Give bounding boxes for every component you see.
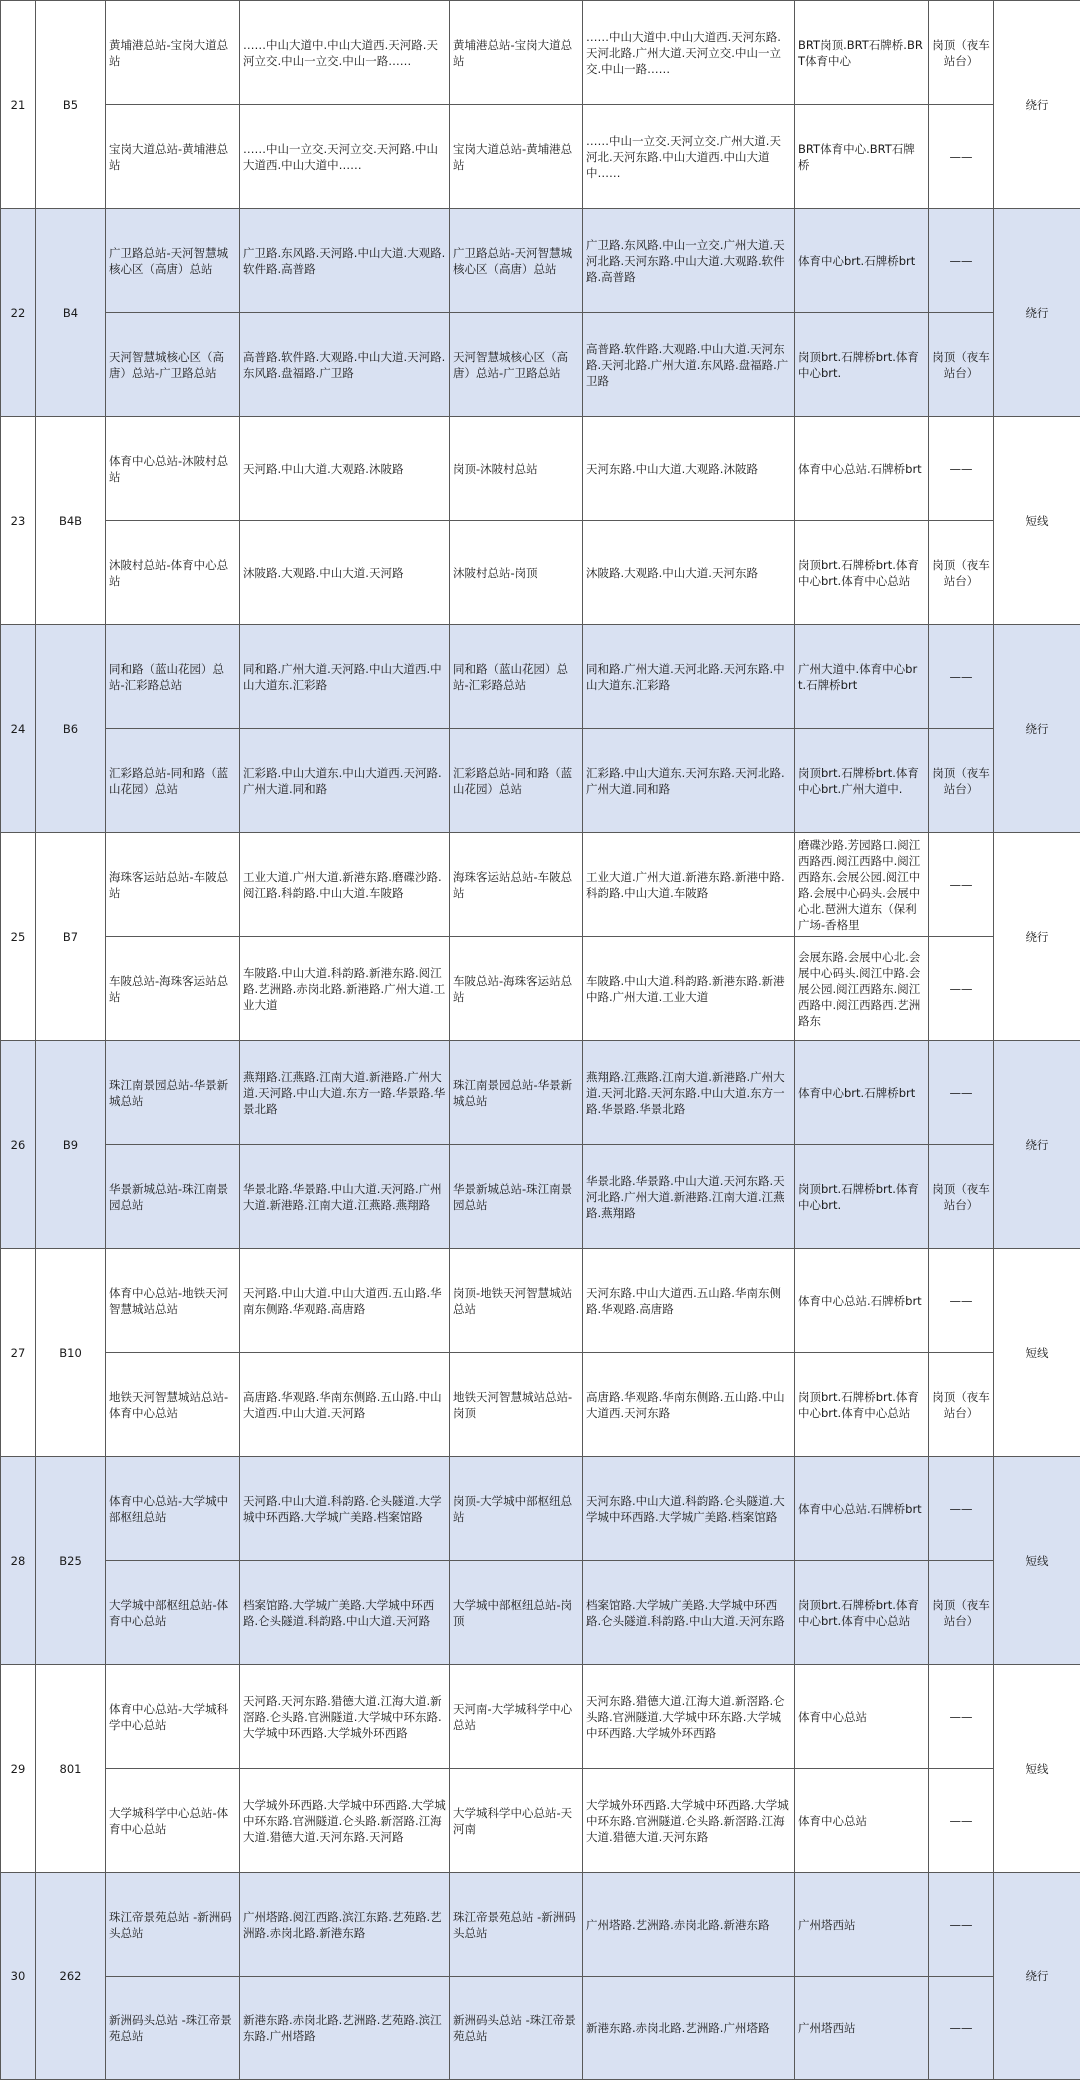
adjustment-type: 短线	[994, 1665, 1080, 1873]
cancelled-stops: 岗顶brt.石牌桥brt.体育中心brt.	[795, 313, 929, 417]
stop-note: ——	[929, 1665, 994, 1769]
original-route: 黄埔港总站-宝岗大道总站	[106, 1, 240, 105]
stop-note: ——	[929, 209, 994, 313]
adjusted-path: 档案馆路.大学城广美路.大学城中环西路.仑头隧道.科韵路.中山大道.天河东路	[583, 1561, 795, 1665]
cancelled-stops: 广州大道中.体育中心brt.石牌桥brt	[795, 625, 929, 729]
original-path: 档案馆路.大学城广美路.大学城中环西路.仑头隧道.科韵路.中山大道.天河路	[240, 1561, 450, 1665]
cancelled-stops: 体育中心brt.石牌桥brt	[795, 209, 929, 313]
adjusted-path: ……中山一立交.天河立交.广州大道.天河北.天河东路.中山大道西.中山大道中……	[583, 105, 795, 209]
original-route: 宝岗大道总站-黄埔港总站	[106, 105, 240, 209]
group-number: 25	[1, 833, 36, 1041]
group-number: 28	[1, 1457, 36, 1665]
cancelled-stops: 体育中心总站.石牌桥brt	[795, 1457, 929, 1561]
group-number: 27	[1, 1249, 36, 1457]
adjusted-route: 沐陂村总站-岗顶	[450, 521, 583, 625]
stop-note: 岗顶（夜车站台）	[929, 1353, 994, 1457]
adjusted-route: 新洲码头总站 -珠江帝景苑总站	[450, 1977, 583, 2080]
adjusted-route: 大学城科学中心总站-天河南	[450, 1769, 583, 1873]
stop-note: ——	[929, 1977, 994, 2080]
original-route: 体育中心总站-大学城科学中心总站	[106, 1665, 240, 1769]
stop-note: ——	[929, 1457, 994, 1561]
adjustment-type: 绕行	[994, 1, 1080, 209]
group-number: 22	[1, 209, 36, 417]
adjusted-path: 天河东路.中山大道.科韵路.仑头隧道.大学城中环西路.大学城广美路.档案馆路	[583, 1457, 795, 1561]
stop-note: ——	[929, 833, 994, 937]
stop-note: 岗顶（夜车站台）	[929, 521, 994, 625]
table-row	[1, 1, 1080, 105]
stop-note: ——	[929, 417, 994, 521]
original-route: 广卫路总站-天河智慧城核心区（高唐）总站	[106, 209, 240, 313]
adjusted-path: 天河东路.中山大道西.五山路.华南东侧路.华观路.高唐路	[583, 1249, 795, 1353]
adjusted-route: 黄埔港总站-宝岗大道总站	[450, 1, 583, 105]
cancelled-stops: 岗顶brt.石牌桥brt.体育中心brt.体育中心总站	[795, 1353, 929, 1457]
adjusted-route: 珠江南景园总站-华景新城总站	[450, 1041, 583, 1145]
original-path: 广卫路.东风路.天河路.中山大道.大观路.软件路.高普路	[240, 209, 450, 313]
original-path: 广州塔路.阅江西路.滨江东路.艺苑路.艺洲路.赤岗北路.新港东路	[240, 1873, 450, 1977]
original-path: 高唐路.华观路.华南东侧路.五山路.中山大道西.中山大道.天河路	[240, 1353, 450, 1457]
adjusted-route: 海珠客运站总站-车陂总站	[450, 833, 583, 937]
cancelled-stops: 岗顶brt.石牌桥brt.体育中心brt.体育中心总站	[795, 521, 929, 625]
table-row	[1, 625, 1080, 729]
cancelled-stops: BRT体育中心.BRT石牌桥	[795, 105, 929, 209]
original-path: 汇彩路.中山大道东.中山大道西.天河路.广州大道.同和路	[240, 729, 450, 833]
adjustment-type: 绕行	[994, 833, 1080, 1041]
original-route: 珠江帝景苑总站 -新洲码头总站	[106, 1873, 240, 1977]
cancelled-stops: BRT岗顶.BRT石牌桥.BRT体育中心	[795, 1, 929, 105]
original-route: 沐陂村总站-体育中心总站	[106, 521, 240, 625]
stop-note: ——	[929, 1873, 994, 1977]
original-path: 高普路.软件路.大观路.中山大道.天河路.东风路.盘福路.广卫路	[240, 313, 450, 417]
original-route: 新洲码头总站 -珠江帝景苑总站	[106, 1977, 240, 2080]
adjusted-path: 高唐路.华观路.华南东侧路.五山路.中山大道西.天河东路	[583, 1353, 795, 1457]
cancelled-stops: 磨碟沙路.芳园路口.阅江西路西.阅江西路中.阅江西路东.会展公园.阅江中路.会展中心码头.会展中心北.琶洲大道东（保利广场-香格里	[795, 833, 929, 937]
original-path: 天河路.天河东路.猎德大道.江海大道.新滘路.仑头路.官洲隧道.大学城中环东路.大学城中环西路.大学城外环西路	[240, 1665, 450, 1769]
adjustment-type: 短线	[994, 1457, 1080, 1665]
table-row	[1, 1249, 1080, 1353]
stop-note: 岗顶（夜车站台）	[929, 1, 994, 105]
original-path: ……中山一立交.天河立交.天河路.中山大道西.中山大道中……	[240, 105, 450, 209]
adjusted-path: 同和路.广州大道.天河北路.天河东路.中山大道东.汇彩路	[583, 625, 795, 729]
adjusted-route: 同和路（蓝山花园）总站-汇彩路总站	[450, 625, 583, 729]
original-route: 汇彩路总站-同和路（蓝山花园）总站	[106, 729, 240, 833]
adjusted-route: 地铁天河智慧城站总站-岗顶	[450, 1353, 583, 1457]
adjusted-route: 车陂总站-海珠客运站总站	[450, 937, 583, 1041]
cancelled-stops: 广州塔西站	[795, 1977, 929, 2080]
table-row	[1, 521, 1080, 625]
adjustment-type: 短线	[994, 417, 1080, 625]
adjusted-route: 岗顶-大学城中部枢纽总站	[450, 1457, 583, 1561]
original-route: 体育中心总站-地铁天河智慧城站总站	[106, 1249, 240, 1353]
original-path: 同和路.广州大道.天河路.中山大道西.中山大道东.汇彩路	[240, 625, 450, 729]
adjusted-route: 珠江帝景苑总站 -新洲码头总站	[450, 1873, 583, 1977]
original-route: 海珠客运站总站-车陂总站	[106, 833, 240, 937]
adjustment-type: 短线	[994, 1249, 1080, 1457]
route-code: B25	[36, 1457, 106, 1665]
adjusted-path: 新港东路.赤岗北路.艺洲路.广州塔路	[583, 1977, 795, 2080]
route-code: B6	[36, 625, 106, 833]
adjusted-path: 工业大道.广州大道.新港东路.新港中路.科韵路.中山大道.车陂路	[583, 833, 795, 937]
table-row	[1, 209, 1080, 313]
original-route: 体育中心总站-大学城中部枢纽总站	[106, 1457, 240, 1561]
table-row	[1, 1977, 1080, 2080]
stop-note: ——	[929, 1041, 994, 1145]
adjusted-route: 广卫路总站-天河智慧城核心区（高唐）总站	[450, 209, 583, 313]
adjusted-path: 汇彩路.中山大道东.天河东路.天河北路.广州大道.同和路	[583, 729, 795, 833]
cancelled-stops: 体育中心总站	[795, 1665, 929, 1769]
original-path: 天河路.中山大道.大观路.沐陂路	[240, 417, 450, 521]
original-route: 天河智慧城核心区（高唐）总站-广卫路总站	[106, 313, 240, 417]
table-row	[1, 1457, 1080, 1561]
table-row	[1, 1873, 1080, 1977]
cancelled-stops: 体育中心总站.石牌桥brt	[795, 417, 929, 521]
table-row	[1, 105, 1080, 209]
stop-note: ——	[929, 1249, 994, 1353]
cancelled-stops: 岗顶brt.石牌桥brt.体育中心brt.体育中心总站	[795, 1561, 929, 1665]
stop-note: 岗顶（夜车站台）	[929, 1561, 994, 1665]
adjusted-route: 宝岗大道总站-黄埔港总站	[450, 105, 583, 209]
table-row	[1, 1145, 1080, 1249]
table-row	[1, 1353, 1080, 1457]
group-number: 21	[1, 1, 36, 209]
adjusted-path: 沐陂路.大观路.中山大道.天河东路	[583, 521, 795, 625]
stop-note: ——	[929, 937, 994, 1041]
table-row	[1, 833, 1080, 937]
adjustment-type: 绕行	[994, 209, 1080, 417]
adjusted-path: 天河东路.中山大道.大观路.沐陂路	[583, 417, 795, 521]
route-code: 801	[36, 1665, 106, 1873]
stop-note: 岗顶（夜车站台）	[929, 313, 994, 417]
original-path: 燕翔路.江燕路.江南大道.新港路.广州大道.天河路.中山大道.东方一路.华景路.华景北路	[240, 1041, 450, 1145]
original-path: ……中山大道中.中山大道西.天河路.天河立交.中山一立交.中山一路……	[240, 1, 450, 105]
original-route: 地铁天河智慧城站总站-体育中心总站	[106, 1353, 240, 1457]
table-row	[1, 1561, 1080, 1665]
table-row	[1, 937, 1080, 1041]
adjusted-path: ……中山大道中.中山大道西.天河东路.天河北路.广州大道.天河立交.中山一立交.中山一路……	[583, 1, 795, 105]
table-row	[1, 313, 1080, 417]
group-number: 30	[1, 1873, 36, 2080]
cancelled-stops: 体育中心brt.石牌桥brt	[795, 1041, 929, 1145]
stop-note: 岗顶（夜车站台）	[929, 729, 994, 833]
route-code: B10	[36, 1249, 106, 1457]
adjusted-route: 岗顶-地铁天河智慧城站总站	[450, 1249, 583, 1353]
adjusted-path: 燕翔路.江燕路.江南大道.新港路.广州大道.天河北路.天河东路.中山大道.东方一路.华景路.华景北路	[583, 1041, 795, 1145]
cancelled-stops: 会展东路.会展中心北.会展中心码头.阅江中路.会展公园.阅江西路东.阅江西路中.阅江西路西.艺洲路东	[795, 937, 929, 1041]
group-number: 24	[1, 625, 36, 833]
adjusted-path: 天河东路.猎德大道.江海大道.新滘路.仑头路.官洲隧道.大学城中环东路.大学城中环西路.大学城外环西路	[583, 1665, 795, 1769]
stop-note: ——	[929, 625, 994, 729]
route-code: B4	[36, 209, 106, 417]
table-body	[1, 1, 1080, 2080]
adjusted-route: 大学城中部枢纽总站-岗顶	[450, 1561, 583, 1665]
original-path: 大学城外环西路.大学城中环西路.大学城中环东路.官洲隧道.仑头路.新滘路.江海大道.猎德大道.天河东路.天河路	[240, 1769, 450, 1873]
route-code: 262	[36, 1873, 106, 2080]
group-number: 29	[1, 1665, 36, 1873]
cancelled-stops: 体育中心总站	[795, 1769, 929, 1873]
original-path: 工业大道.广州大道.新港东路.磨碟沙路.阅江路.科韵路.中山大道.车陂路	[240, 833, 450, 937]
cancelled-stops: 广州塔西站	[795, 1873, 929, 1977]
adjusted-path: 车陂路.中山大道.科韵路.新港东路.新港中路.广州大道.工业大道	[583, 937, 795, 1041]
cancelled-stops: 岗顶brt.石牌桥brt.体育中心brt.	[795, 1145, 929, 1249]
adjustment-type: 绕行	[994, 1873, 1080, 2080]
adjusted-route: 岗顶-沐陂村总站	[450, 417, 583, 521]
adjusted-path: 广州塔路.艺洲路.赤岗北路.新港东路	[583, 1873, 795, 1977]
adjusted-route: 汇彩路总站-同和路（蓝山花园）总站	[450, 729, 583, 833]
adjustment-type: 绕行	[994, 625, 1080, 833]
adjusted-path: 华景北路.华景路.中山大道.天河东路.天河北路.广州大道.新港路.江南大道.江燕路.燕翔路	[583, 1145, 795, 1249]
stop-note: ——	[929, 105, 994, 209]
original-path: 华景北路.华景路.中山大道.天河路.广州大道.新港路.江南大道.江燕路.燕翔路	[240, 1145, 450, 1249]
route-code: B4B	[36, 417, 106, 625]
stop-note: 岗顶（夜车站台）	[929, 1145, 994, 1249]
cancelled-stops: 岗顶brt.石牌桥brt.体育中心brt.广州大道中.	[795, 729, 929, 833]
table-row	[1, 729, 1080, 833]
original-route: 体育中心总站-沐陂村总站	[106, 417, 240, 521]
route-code: B7	[36, 833, 106, 1041]
adjusted-path: 高普路.软件路.大观路.中山大道.天河东路.天河北路.广州大道.东风路.盘福路.广卫路	[583, 313, 795, 417]
group-number: 23	[1, 417, 36, 625]
original-path: 天河路.中山大道.科韵路.仑头隧道.大学城中环西路.大学城广美路.档案馆路	[240, 1457, 450, 1561]
table-row	[1, 1041, 1080, 1145]
original-route: 珠江南景园总站-华景新城总站	[106, 1041, 240, 1145]
adjusted-path: 广卫路.东风路.中山一立交.广州大道.天河北路.天河东路.中山大道.大观路.软件路.高普路	[583, 209, 795, 313]
adjusted-route: 天河南-大学城科学中心总站	[450, 1665, 583, 1769]
group-number: 26	[1, 1041, 36, 1249]
adjusted-route: 天河智慧城核心区（高唐）总站-广卫路总站	[450, 313, 583, 417]
original-path: 车陂路.中山大道.科韵路.新港东路.阅江路.艺洲路.赤岗北路.新港路.广州大道.工业大道	[240, 937, 450, 1041]
original-path: 沐陂路.大观路.中山大道.天河路	[240, 521, 450, 625]
cancelled-stops: 体育中心总站.石牌桥brt	[795, 1249, 929, 1353]
original-route: 同和路（蓝山花园）总站-汇彩路总站	[106, 625, 240, 729]
table-row	[1, 417, 1080, 521]
original-route: 大学城科学中心总站-体育中心总站	[106, 1769, 240, 1873]
stop-note: ——	[929, 1769, 994, 1873]
adjustment-type: 绕行	[994, 1041, 1080, 1249]
route-code: B9	[36, 1041, 106, 1249]
original-path: 天河路.中山大道.中山大道西.五山路.华南东侧路.华观路.高唐路	[240, 1249, 450, 1353]
original-path: 新港东路.赤岗北路.艺洲路.艺苑路.滨江东路.广州塔路	[240, 1977, 450, 2080]
table-row	[1, 1769, 1080, 1873]
table-row	[1, 1665, 1080, 1769]
adjusted-route: 华景新城总站-珠江南景园总站	[450, 1145, 583, 1249]
original-route: 车陂总站-海珠客运站总站	[106, 937, 240, 1041]
route-code: B5	[36, 1, 106, 209]
original-route: 大学城中部枢纽总站-体育中心总站	[106, 1561, 240, 1665]
adjusted-path: 大学城外环西路.大学城中环西路.大学城中环东路.官洲隧道.仑头路.新滘路.江海大道.猎德大道.天河东路	[583, 1769, 795, 1873]
original-route: 华景新城总站-珠江南景园总站	[106, 1145, 240, 1249]
